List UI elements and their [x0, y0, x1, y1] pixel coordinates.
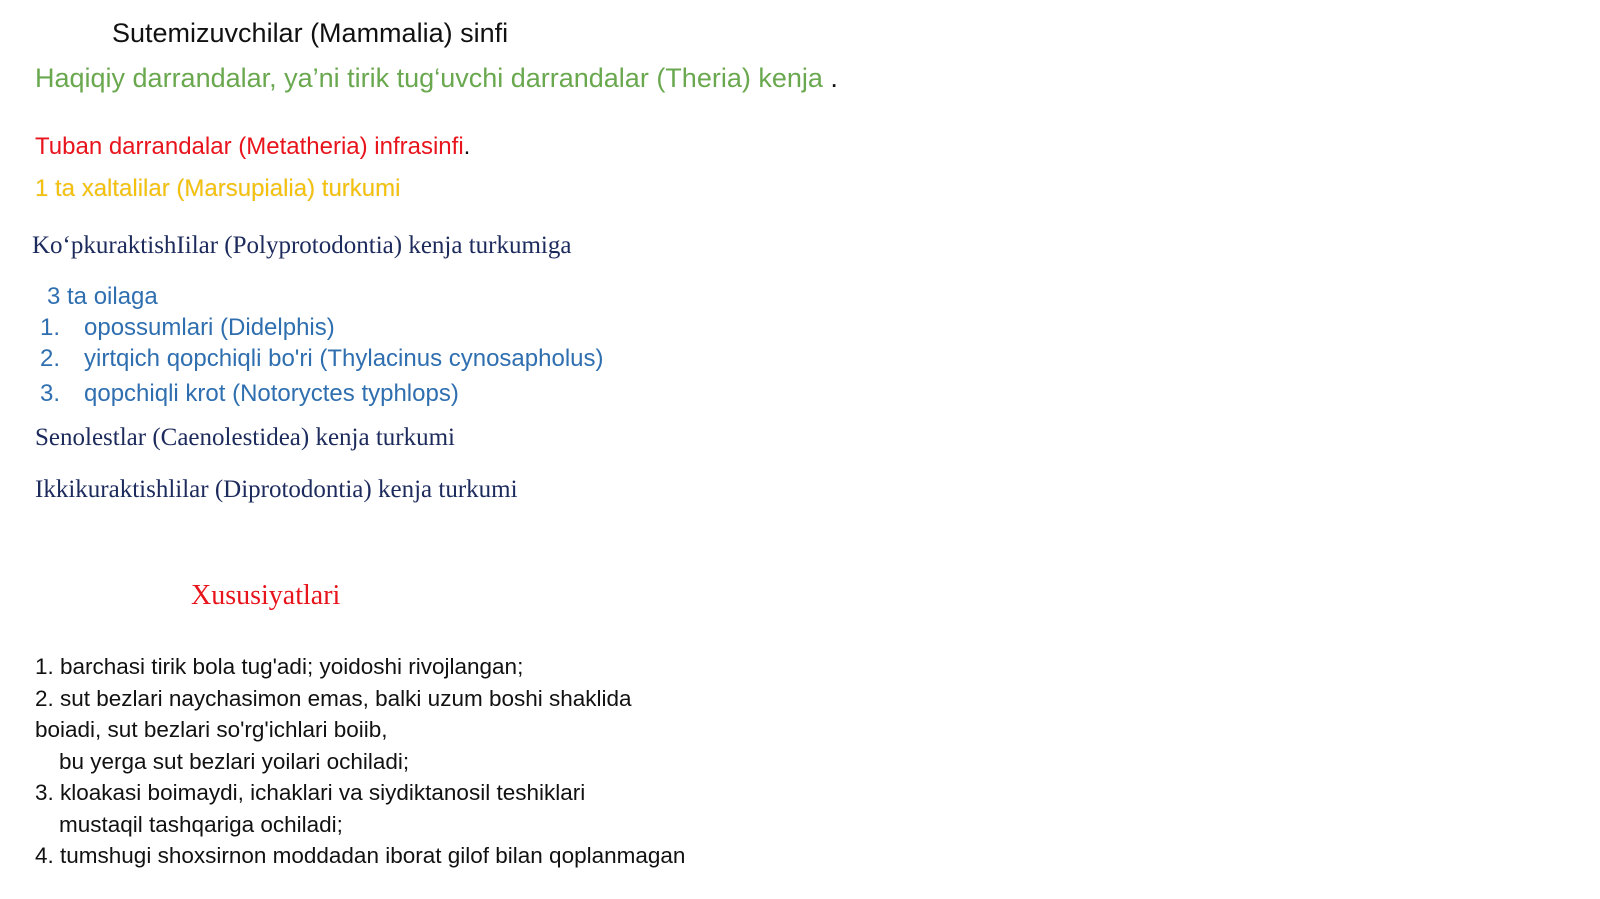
family-label: qopchiqli krot (Notoryctes typhlops) [84, 380, 459, 407]
family-list-item [40, 380, 459, 408]
suborder-caenolestidea: Senolestlar (Caenolestidea) kenja turkumi [35, 424, 456, 451]
infraclass-dot: . [463, 133, 471, 160]
features-heading: Xususiyatlari [191, 580, 341, 611]
family-label: yirtqich qopchiqli bo'ri (Thylacinus cynosapholus) [84, 345, 604, 372]
suborder-diprotodontia: Ikkikuraktishlilar (Diprotodontia) kenja turkumi [35, 476, 518, 503]
family-number: 3. [40, 380, 61, 407]
features-list [35, 651, 685, 872]
suborder-polyprotodontia: Ko‘pkuraktishIilar (Polyprotodontia) kenja turkumiga [32, 232, 572, 259]
slide-title: Sutemizuvchilar (Mammalia) sinfi [112, 18, 509, 48]
feature-line: 3. kloakasi boimaydi, ichaklari va siydiktanosil teshiklari [35, 780, 586, 805]
feature-line: bu yerga sut bezlari yoilari ochiladi; [59, 748, 410, 774]
feature-line: boiadi, sut bezlari so'rg'ichlari boiib, [35, 717, 388, 742]
family-label: opossumlari (Didelphis) [84, 314, 335, 341]
family-list-item [40, 314, 335, 342]
feature-line: mustaqil tashqariga ochiladi; [59, 811, 343, 837]
feature-line: 4. tumshugi shoxsirnon moddadan iborat gilof bilan qoplanmagan [35, 843, 686, 868]
families-count: 3 ta oilaga [47, 283, 158, 310]
order-heading: 1 ta xaltalilar (Marsupialia) turkumi [35, 175, 401, 202]
infraclass-heading [35, 133, 470, 161]
subclass-heading [35, 63, 838, 94]
infraclass-text: Tuban darrandalar (Metatheria) infrasinfi [35, 133, 464, 160]
family-number: 1. [40, 314, 61, 341]
feature-line: 2. sut bezlari naychasimon emas, balki uzum boshi shaklida [35, 685, 632, 711]
family-list-item [40, 345, 604, 373]
family-number: 2. [40, 345, 61, 372]
subclass-dot: . [830, 63, 838, 93]
feature-line: 1. barchasi tirik bola tug'adi; yoidoshi rivojlangan; [35, 654, 524, 679]
subclass-text: Haqiqiy darrandalar, ya’ni tirik tug‘uvchi darrandalar (Theria) kenja [35, 63, 831, 93]
